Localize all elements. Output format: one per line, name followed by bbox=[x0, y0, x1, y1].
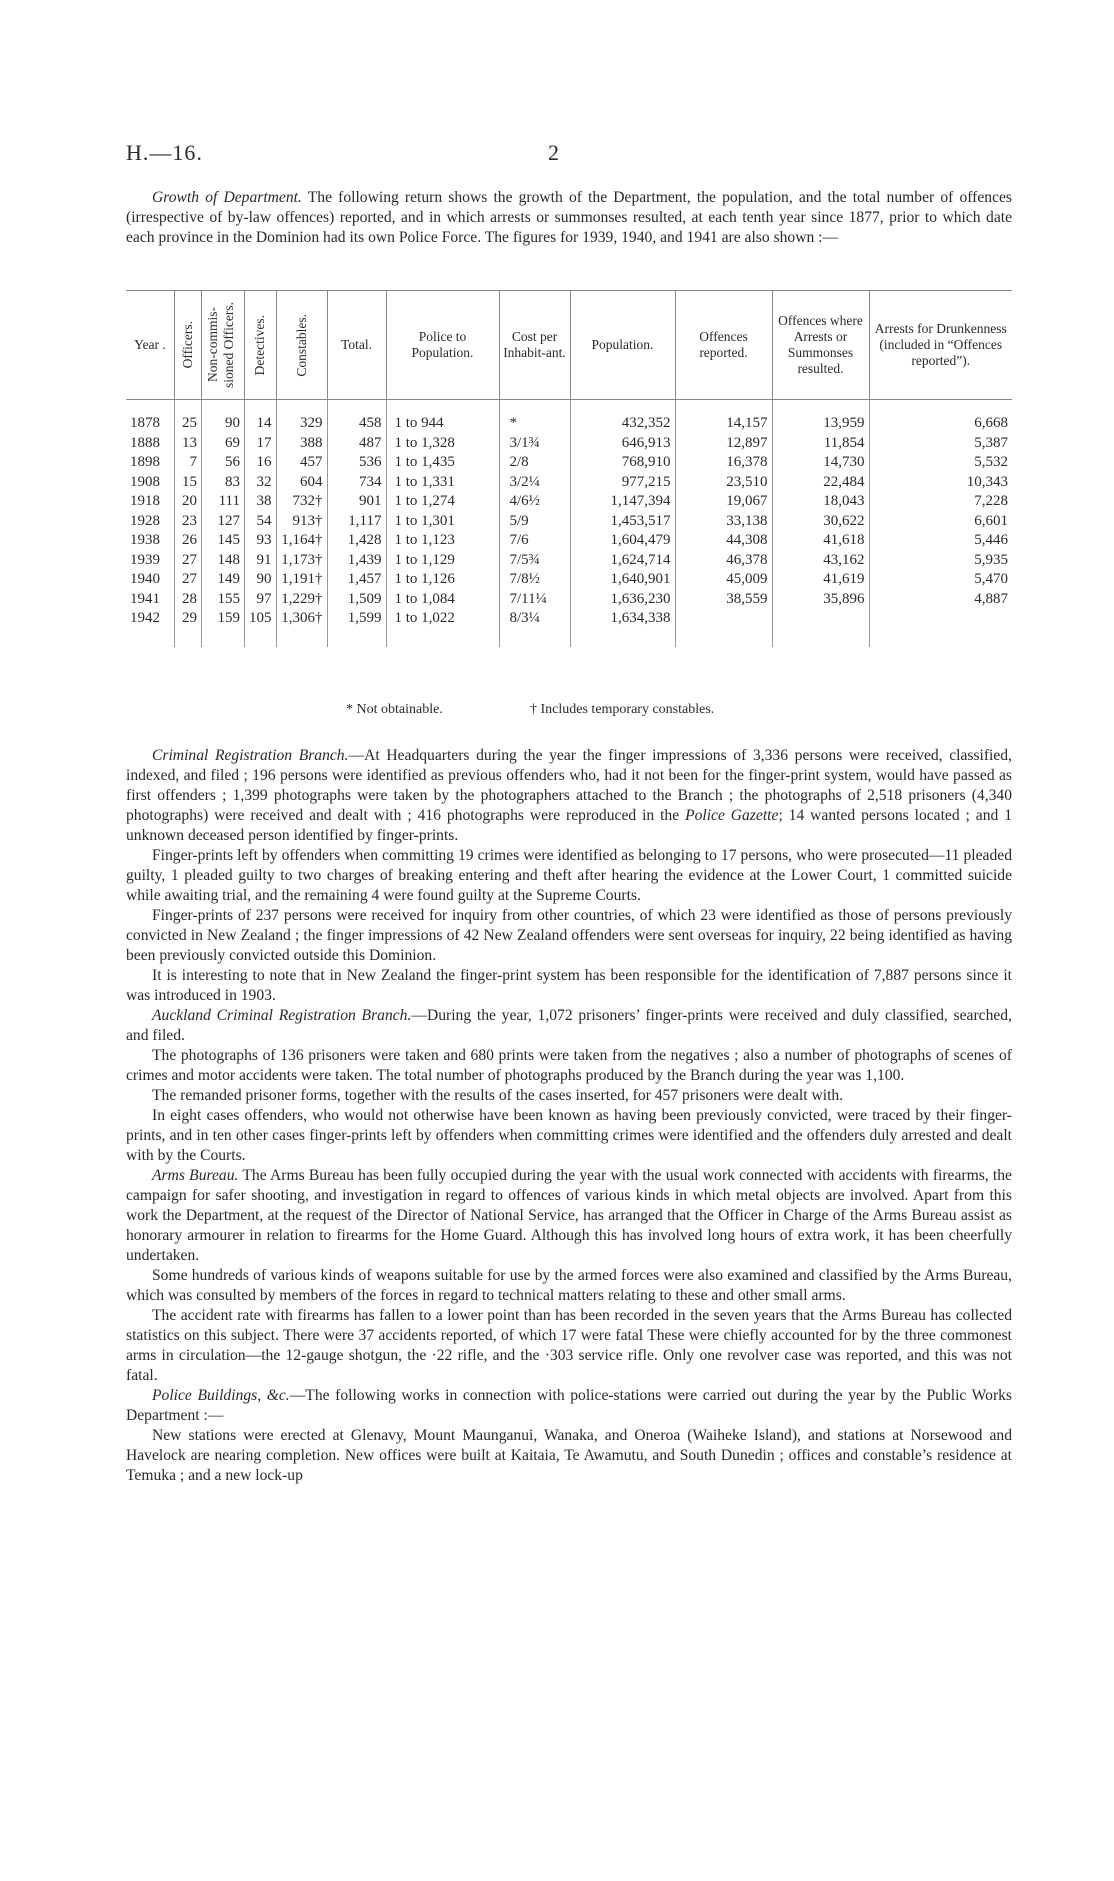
paragraph: Arms Bureau. The Arms Bureau has been fully occupied during the year with the usual work connected with accidents with firearms, the campaign for safer shooting, and investigation in regard to offences of various kinds in which metal objects are involved. Apart from this work the Department, at the request of the Director of National Service, has arranged that the Officer in Charge of the Arms Bureau assist as honorary armourer in relation to firearms for the Home Guard. Although this has involved long hours of extra work, it has been cheerfully undertaken. bbox=[126, 1167, 1012, 1264]
table-cell: 22,484 bbox=[772, 473, 869, 493]
table-cell: 1 to 1,084 bbox=[386, 590, 499, 610]
col-header-nco: Non-commis-sioned Officers. bbox=[202, 291, 245, 400]
table-cell: 1,604,479 bbox=[570, 531, 675, 551]
col-header-population: Population. bbox=[570, 291, 675, 400]
col-header-officers: Officers. bbox=[175, 291, 202, 400]
table-cell: 45,009 bbox=[675, 570, 772, 590]
table-cell: 1888 bbox=[130, 434, 160, 451]
table-cell: 159 bbox=[202, 609, 245, 647]
section-heading-crb: Criminal Registration Branch. bbox=[152, 747, 349, 764]
table-cell bbox=[772, 609, 869, 647]
paragraph: Some hundreds of various kinds of weapons suitable for use by the armed forces were also examined and classified by the Arms Bureau, which was consulted by members of the forces in regard to technical matters relating to these and other small arms. bbox=[126, 1267, 1012, 1304]
table-cell: 8/3¼ bbox=[499, 609, 570, 647]
table-cell: 1,117 bbox=[327, 512, 386, 532]
table-cell: 1 to 1,331 bbox=[386, 473, 499, 493]
table-cell: 97 bbox=[245, 590, 277, 610]
table-cell: 1,147,394 bbox=[570, 492, 675, 512]
table-cell: 14 bbox=[245, 400, 277, 434]
col-header-total: Total. bbox=[327, 291, 386, 400]
table-cell: 14,730 bbox=[772, 453, 869, 473]
table-cell: 12,897 bbox=[675, 434, 772, 454]
table-cell: 20 bbox=[175, 492, 202, 512]
note-temporary-constables: † Includes temporary constables. bbox=[530, 702, 715, 717]
table-cell: 5,532 bbox=[869, 453, 1012, 473]
table-cell: 149 bbox=[202, 570, 245, 590]
table-cell: 27 bbox=[175, 551, 202, 571]
table-cell: 1 to 1,328 bbox=[386, 434, 499, 454]
table-body bbox=[126, 400, 1012, 647]
table-cell: 458 bbox=[327, 400, 386, 434]
table-cell: 5,446 bbox=[869, 531, 1012, 551]
table-cell: 1918 bbox=[130, 493, 160, 509]
table-cell: 388 bbox=[276, 434, 327, 454]
table-cell: 1 to 1,123 bbox=[386, 531, 499, 551]
col-header-cost: Cost per Inhabit-ant. bbox=[499, 291, 570, 400]
paragraph: The remanded prisoner forms, together with the results of the cases inserted, for 457 prisoners were dealt with. bbox=[152, 1087, 844, 1104]
paragraph: The photographs of 136 prisoners were taken and 680 prints were taken from the negatives ; also a number of photographs of scenes of crimes and motor accidents were taken. The total number of photographs produced by the Branch during the year was 1,100. bbox=[126, 1047, 1012, 1084]
table-cell: 4,887 bbox=[869, 590, 1012, 610]
table-cell: 11,854 bbox=[772, 434, 869, 454]
table-cell: 35,896 bbox=[772, 590, 869, 610]
table-cell: 155 bbox=[202, 590, 245, 610]
table-cell: 913† bbox=[276, 512, 327, 532]
table-cell: 1 to 1,435 bbox=[386, 453, 499, 473]
table-cell: 977,215 bbox=[570, 473, 675, 493]
table-cell: 1939 bbox=[130, 551, 160, 568]
table-cell: 41,619 bbox=[772, 570, 869, 590]
paragraph: In eight cases offenders, who would not otherwise have been known as having been previously convicted, were traced by their finger-prints, and in ten other cases finger-prints left by offenders when committing crimes were identified and the offenders duly arrested and dealt with by the Courts. bbox=[126, 1107, 1012, 1164]
table-cell: 646,913 bbox=[570, 434, 675, 454]
table-cell: 1,640,901 bbox=[570, 570, 675, 590]
paragraph: Auckland Criminal Registration Branch.—During the year, 1,072 prisoners’ finger-prints were received and duly classified, searched, and filed. bbox=[126, 1007, 1012, 1044]
table-cell: 7/11¼ bbox=[499, 590, 570, 610]
table-cell: 1,229† bbox=[276, 590, 327, 610]
table-cell: 4/6½ bbox=[499, 492, 570, 512]
table-cell: 38 bbox=[245, 492, 277, 512]
table-cell: 734 bbox=[327, 473, 386, 493]
table-cell: 43,162 bbox=[772, 551, 869, 571]
table-cell: 1,453,517 bbox=[570, 512, 675, 532]
table-cell: 32 bbox=[245, 473, 277, 493]
page-number: 2 bbox=[548, 140, 559, 165]
table-cell: 1878 bbox=[130, 415, 160, 431]
table-row bbox=[126, 512, 1012, 532]
table-cell: 13,959 bbox=[772, 400, 869, 434]
table-cell: 30,622 bbox=[772, 512, 869, 532]
table-cell: 44,308 bbox=[675, 531, 772, 551]
table-cell: 604 bbox=[276, 473, 327, 493]
section-heading-acrb: Auckland Criminal Registration Branch. bbox=[152, 1007, 412, 1024]
table-cell: 1938 bbox=[130, 532, 160, 548]
paragraph: Police Buildings, &c.—The following works in connection with police-stations were carried out during the year by the Public Works Department :— bbox=[126, 1387, 1013, 1424]
table-cell: 5/9 bbox=[499, 512, 570, 532]
table-cell: 69 bbox=[202, 434, 245, 454]
table-cell: 15 bbox=[175, 473, 202, 493]
table-cell: 5,387 bbox=[869, 434, 1012, 454]
table-cell: 38,559 bbox=[675, 590, 772, 610]
table-cell: 1908 bbox=[130, 473, 160, 490]
table-cell: 23,510 bbox=[675, 473, 772, 493]
table-row bbox=[126, 434, 1012, 454]
table-cell: 145 bbox=[202, 531, 245, 551]
table-cell: 105 bbox=[245, 609, 277, 647]
table-row bbox=[126, 492, 1012, 512]
table-header-row bbox=[126, 291, 1012, 400]
table-cell: 5,935 bbox=[869, 551, 1012, 571]
table-row bbox=[126, 590, 1012, 610]
table-cell: 1,173† bbox=[276, 551, 327, 571]
table-cell: 19,067 bbox=[675, 492, 772, 512]
table-cell: 111 bbox=[202, 492, 245, 512]
table-row bbox=[126, 531, 1012, 551]
paragraph: Criminal Registration Branch.—At Headquarters during the year the finger impressions of 3,336 persons were received, classified, indexed, and filed ; 196 persons were identified as previous offenders who, had it not been for the finger-print system, would have passed as first offenders ; 1,399 photographs were taken by the photographers attached to the Branch ; the photographs of 2,518 prisoners (4,340 photographs) were received and dealt with ; 416 photographs were reproduced in the Police Gazette; 14 wanted persons located ; and 1 unknown deceased person identified by finger-prints. bbox=[126, 747, 1012, 844]
table-cell: 1,306† bbox=[276, 609, 327, 647]
table-cell: 1,624,714 bbox=[570, 551, 675, 571]
table-cell: 1,164† bbox=[276, 531, 327, 551]
table-cell: 7/6 bbox=[499, 531, 570, 551]
table-cell: 46,378 bbox=[675, 551, 772, 571]
table-cell: 7,228 bbox=[869, 492, 1012, 512]
col-header-constables: Constables. bbox=[276, 291, 327, 400]
table-cell: 33,138 bbox=[675, 512, 772, 532]
table-cell: 14,157 bbox=[675, 400, 772, 434]
body-section bbox=[126, 746, 1012, 1486]
table-cell: 1898 bbox=[130, 454, 160, 470]
table-cell: 1928 bbox=[130, 512, 160, 529]
paragraph: Finger-prints left by offenders when committing 19 crimes were identified as belonging to 17 persons, who were prosecuted—11 pleaded guilty, 1 pleaded guilty to two charges of breaking entering and theft after hearing the evidence at the Lower Court, 1 committed suicide while awaiting trial, and the remaining 4 were found guilty at the Supreme Courts. bbox=[126, 847, 1012, 904]
section-heading-arms: Arms Bureau. bbox=[152, 1167, 239, 1184]
table-cell: 3/1¾ bbox=[499, 434, 570, 454]
col-header-offences-reported: Offences reported. bbox=[675, 291, 772, 400]
note-not-obtainable: * Not obtainable. bbox=[346, 702, 443, 717]
table-cell: 54 bbox=[245, 512, 277, 532]
table-cell: 768,910 bbox=[570, 453, 675, 473]
table-cell: 148 bbox=[202, 551, 245, 571]
section-heading-growth: Growth of Department. bbox=[152, 189, 302, 206]
table-cell: 1 to 1,301 bbox=[386, 512, 499, 532]
table-cell: 26 bbox=[175, 531, 202, 551]
col-header-drunkenness: Arrests for Drunkenness (included in “Offences reported”). bbox=[869, 291, 1012, 400]
document-reference: H.—16. bbox=[126, 140, 203, 165]
intro-paragraph: The following return shows the growth of the Department, the population, and the total number of offences (irrespective of by-law offences) reported, and in which arrests or summonses resulted, at each tenth year since 1877, prior to which date each province in the Dominion had its own Police Force. The figures for 1939, 1940, and 1941 are also shown :— bbox=[126, 189, 1012, 246]
table-cell: 1 to 1,274 bbox=[386, 492, 499, 512]
table-cell: 16 bbox=[245, 453, 277, 473]
table-cell: 29 bbox=[175, 609, 202, 647]
table-row bbox=[126, 609, 1012, 647]
table-cell: 13 bbox=[175, 434, 202, 454]
table-cell: 41,618 bbox=[772, 531, 869, 551]
table-cell: 127 bbox=[202, 512, 245, 532]
table-cell: 6,601 bbox=[869, 512, 1012, 532]
table-cell: 536 bbox=[327, 453, 386, 473]
table-cell: 457 bbox=[276, 453, 327, 473]
table-cell: 1 to 944 bbox=[386, 400, 499, 434]
table-cell: 7/8½ bbox=[499, 570, 570, 590]
table-cell: 93 bbox=[245, 531, 277, 551]
table-cell: 1941 bbox=[130, 590, 160, 607]
table-row bbox=[126, 453, 1012, 473]
table-cell: 901 bbox=[327, 492, 386, 512]
table-row bbox=[126, 400, 1012, 434]
growth-table bbox=[126, 290, 1012, 647]
table-cell: 1,439 bbox=[327, 551, 386, 571]
table-cell: 6,668 bbox=[869, 400, 1012, 434]
table-cell: 1,599 bbox=[327, 609, 386, 647]
table-cell: 1,457 bbox=[327, 570, 386, 590]
table-cell: 91 bbox=[245, 551, 277, 571]
table-cell: 1,428 bbox=[327, 531, 386, 551]
table-cell bbox=[675, 609, 772, 647]
paragraph: The accident rate with firearms has fallen to a lower point than has been recorded in the seven years that the Arms Bureau has collected statistics on this subject. There were 37 accidents reported, of which 17 were fatal These were chiefly accounted for by the three commonest arms in circulation—the 12-gauge shotgun, the ·22 rifle, and the ·303 service rifle. Only one revolver case was reported, and this was not fatal. bbox=[126, 1307, 1012, 1384]
table-row bbox=[126, 551, 1012, 571]
table-cell: 1,509 bbox=[327, 590, 386, 610]
table-cell: 2/8 bbox=[499, 453, 570, 473]
table-cell: 3/2¼ bbox=[499, 473, 570, 493]
table-cell: 16,378 bbox=[675, 453, 772, 473]
table-cell: 329 bbox=[276, 400, 327, 434]
table-cell: 1 to 1,129 bbox=[386, 551, 499, 571]
table-cell: 28 bbox=[175, 590, 202, 610]
gazette-title: Police Gazette bbox=[685, 807, 779, 824]
table-cell: 432,352 bbox=[570, 400, 675, 434]
table-cell: 732† bbox=[276, 492, 327, 512]
col-header-arrests-summonses: Offences where Arrests or Summonses resulted. bbox=[772, 291, 869, 400]
col-header-year: Year . bbox=[126, 291, 175, 400]
table-cell: 17 bbox=[245, 434, 277, 454]
table-cell: 1 to 1,022 bbox=[386, 609, 499, 647]
table-cell: 56 bbox=[202, 453, 245, 473]
section-heading-buildings: Police Buildings, &c. bbox=[152, 1387, 290, 1404]
table-cell bbox=[869, 609, 1012, 647]
table-cell: 1,191† bbox=[276, 570, 327, 590]
col-header-detectives: Detectives. bbox=[245, 291, 277, 400]
table-row bbox=[126, 570, 1012, 590]
table-cell: 487 bbox=[327, 434, 386, 454]
table-cell: 25 bbox=[175, 400, 202, 434]
table-row bbox=[126, 473, 1012, 493]
intro-section bbox=[126, 188, 1012, 248]
table-cell: 7/5¾ bbox=[499, 551, 570, 571]
table-cell: 90 bbox=[202, 400, 245, 434]
table-cell: 5,470 bbox=[869, 570, 1012, 590]
table-cell: 1,636,230 bbox=[570, 590, 675, 610]
table-cell: 27 bbox=[175, 570, 202, 590]
paragraph: It is interesting to note that in New Zealand the finger-print system has been responsible for the identification of 7,887 persons since it was introduced in 1903. bbox=[126, 967, 1012, 1004]
table-cell: 1 to 1,126 bbox=[386, 570, 499, 590]
table-cell: 1,634,338 bbox=[570, 609, 675, 647]
table-cell: 83 bbox=[202, 473, 245, 493]
table-cell: 1942 bbox=[130, 610, 160, 626]
table-cell: 23 bbox=[175, 512, 202, 532]
paragraph: Finger-prints of 237 persons were received for inquiry from other countries, of which 23 were identified as those of persons previously convicted in New Zealand ; the finger impressions of 42 New Zealand offenders were sent overseas for inquiry, 22 being identified as having been previously convicted outside this Dominion. bbox=[126, 907, 1012, 964]
paragraph: New stations were erected at Glenavy, Mount Maunganui, Wanaka, and Oneroa (Waiheke Island), and stations at Norsewood and Havelock are nearing completion. New offices were built at Kaitaia, Te Awamutu, and South Dunedin ; offices and constable’s residence at Temuka ; and a new lock-up bbox=[126, 1427, 1012, 1484]
table-cell: 1940 bbox=[130, 571, 160, 587]
table-cell: 10,343 bbox=[869, 473, 1012, 493]
table-cell: 7 bbox=[175, 453, 202, 473]
col-header-police-to-population: Police to Population. bbox=[386, 291, 499, 400]
table-cell: * bbox=[499, 400, 570, 434]
table-cell: 18,043 bbox=[772, 492, 869, 512]
table-cell: 90 bbox=[245, 570, 277, 590]
